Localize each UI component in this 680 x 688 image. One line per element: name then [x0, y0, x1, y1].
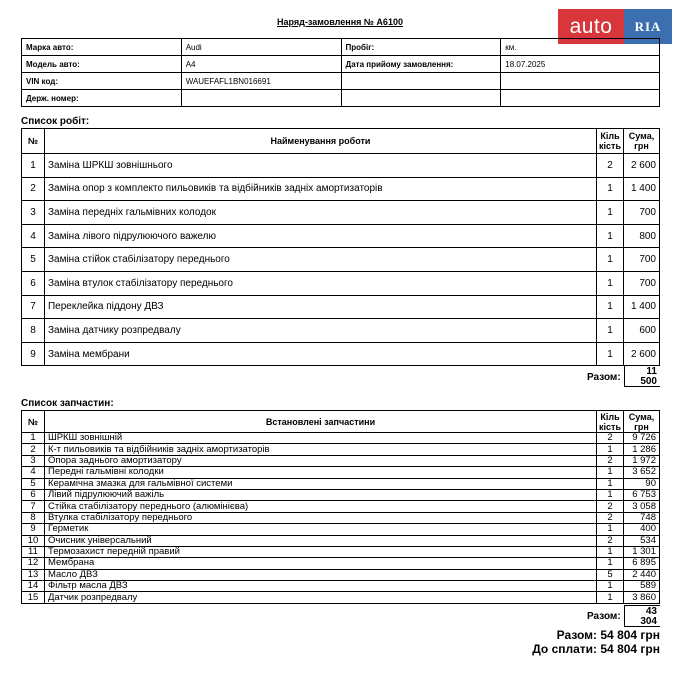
info-label-2	[341, 90, 501, 107]
part-name: Втулка стабілізатору переднього	[44, 512, 596, 523]
work-row	[22, 248, 660, 272]
part-row	[22, 501, 660, 512]
logo-ria-part: RIA	[624, 9, 672, 44]
part-number: 15	[22, 592, 45, 603]
parts-total-label: Разом:	[587, 611, 621, 622]
grand-total: Разом: 54 804 грн	[556, 628, 660, 642]
part-number: 5	[22, 478, 45, 489]
parts-heading: Список запчастин:	[21, 398, 114, 409]
info-value-2: 18.07.2025	[501, 56, 660, 73]
part-qty: 2	[597, 433, 624, 444]
part-name: Лівий підрулюючий важіль	[44, 489, 596, 500]
part-sum: 748	[624, 512, 660, 523]
work-row	[22, 271, 660, 295]
info-label-2: Дата прийому замовлення:	[341, 56, 501, 73]
work-qty: 1	[597, 224, 624, 248]
work-sum: 700	[624, 271, 660, 295]
part-sum: 9 726	[624, 433, 660, 444]
part-name: Фільтр масла ДВЗ	[44, 581, 596, 592]
work-qty: 2	[597, 154, 624, 178]
part-name: ШРКШ зовнішній	[44, 433, 596, 444]
work-sum: 600	[624, 319, 660, 343]
part-sum: 3 058	[624, 501, 660, 512]
part-name: Мембрана	[44, 558, 596, 569]
part-row	[22, 569, 660, 580]
work-qty: 1	[597, 342, 624, 366]
part-row	[22, 581, 660, 592]
part-row	[22, 512, 660, 523]
info-row	[22, 39, 660, 56]
work-qty: 1	[597, 295, 624, 319]
info-row	[22, 73, 660, 90]
part-name: Масло ДВЗ	[44, 569, 596, 580]
works-total-label: Разом:	[587, 372, 621, 383]
part-qty: 2	[597, 512, 624, 523]
work-row	[22, 154, 660, 178]
part-name: Керамічна змазка для гальмівної системи	[44, 478, 596, 489]
part-qty: 1	[597, 489, 624, 500]
work-number: 7	[22, 295, 45, 319]
work-sum: 700	[624, 248, 660, 272]
work-row	[22, 295, 660, 319]
part-row	[22, 455, 660, 466]
part-qty: 2	[597, 455, 624, 466]
part-qty: 1	[597, 467, 624, 478]
part-qty: 1	[597, 592, 624, 603]
info-value-2	[501, 73, 660, 90]
part-row	[22, 558, 660, 569]
part-qty: 2	[597, 535, 624, 546]
work-number: 1	[22, 154, 45, 178]
work-sum: 1 400	[624, 295, 660, 319]
work-name: Заміна лівого підрулюючого важелю	[44, 224, 596, 248]
part-row	[22, 444, 660, 455]
work-row	[22, 224, 660, 248]
part-row	[22, 546, 660, 557]
parts-total-value	[624, 605, 660, 627]
part-name: Очисник універсальний	[44, 535, 596, 546]
part-sum: 6 895	[624, 558, 660, 569]
part-sum: 1 301	[624, 546, 660, 557]
work-qty: 1	[597, 319, 624, 343]
parts-col-number: №	[22, 411, 45, 433]
info-value-2	[501, 90, 660, 107]
works-header-row	[22, 129, 660, 154]
work-sum: 1 400	[624, 177, 660, 201]
part-qty: 1	[597, 478, 624, 489]
works-total-value	[624, 365, 660, 387]
part-qty: 1	[597, 558, 624, 569]
part-number: 11	[22, 546, 45, 557]
info-label: VIN код:	[22, 73, 182, 90]
info-value: A4	[181, 56, 341, 73]
part-number: 12	[22, 558, 45, 569]
work-number: 9	[22, 342, 45, 366]
work-qty: 1	[597, 248, 624, 272]
part-sum: 400	[624, 524, 660, 535]
parts-col-qty: Кіль кість	[597, 411, 624, 433]
part-number: 6	[22, 489, 45, 500]
info-row	[22, 56, 660, 73]
part-row	[22, 592, 660, 603]
info-value: WAUEFAFL1BN016691	[181, 73, 341, 90]
part-row	[22, 478, 660, 489]
work-qty: 1	[597, 177, 624, 201]
part-name: Стійка стабілізатору переднього (алюмінієва)	[44, 501, 596, 512]
part-qty: 5	[597, 569, 624, 580]
parts-total-line1: 43	[645, 606, 657, 617]
works-col-qty: Кіль кість	[597, 129, 624, 154]
part-sum: 1 286	[624, 444, 660, 455]
part-number: 2	[22, 444, 45, 455]
part-number: 8	[22, 512, 45, 523]
work-row	[22, 319, 660, 343]
part-number: 4	[22, 467, 45, 478]
info-value: Audi	[181, 39, 341, 56]
info-value	[181, 90, 341, 107]
work-row	[22, 342, 660, 366]
part-qty: 2	[597, 501, 624, 512]
works-heading: Список робіт:	[21, 116, 90, 127]
work-name: Заміна опор з комплекто пильовиків та відбійників задніх амортизаторів	[44, 177, 596, 201]
part-name: Передні гальмівні колодки	[44, 467, 596, 478]
work-number: 2	[22, 177, 45, 201]
work-number: 3	[22, 201, 45, 225]
info-label-2: Пробіг:	[341, 39, 501, 56]
work-sum: 800	[624, 224, 660, 248]
part-number: 7	[22, 501, 45, 512]
part-name: Герметик	[44, 524, 596, 535]
work-row	[22, 201, 660, 225]
part-number: 13	[22, 569, 45, 580]
part-row	[22, 524, 660, 535]
works-col-sum: Сума, грн	[624, 129, 660, 154]
part-name: Датчик розпредвалу	[44, 592, 596, 603]
part-sum: 3 652	[624, 467, 660, 478]
part-name: Опора заднього амортизатору	[44, 455, 596, 466]
work-sum: 2 600	[624, 154, 660, 178]
work-name: Заміна стійок стабілізатору переднього	[44, 248, 596, 272]
part-row	[22, 489, 660, 500]
work-qty: 1	[597, 201, 624, 225]
part-sum: 3 860	[624, 592, 660, 603]
part-qty: 1	[597, 524, 624, 535]
works-table	[21, 128, 660, 366]
part-row	[22, 433, 660, 444]
info-label: Держ. номер:	[22, 90, 182, 107]
work-number: 5	[22, 248, 45, 272]
part-number: 14	[22, 581, 45, 592]
part-sum: 534	[624, 535, 660, 546]
part-row	[22, 535, 660, 546]
work-name: Переклейка піддону ДВЗ	[44, 295, 596, 319]
part-qty: 1	[597, 444, 624, 455]
work-qty: 1	[597, 271, 624, 295]
info-value-2: км.	[501, 39, 660, 56]
part-name: К-т пильовиків та відбійників задніх амортизаторів	[44, 444, 596, 455]
work-row	[22, 177, 660, 201]
info-label: Марка авто:	[22, 39, 182, 56]
work-number: 8	[22, 319, 45, 343]
parts-col-name: Встановлені запчастини	[44, 411, 596, 433]
part-row	[22, 467, 660, 478]
works-col-number: №	[22, 129, 45, 154]
part-sum: 1 972	[624, 455, 660, 466]
works-total-line2: 500	[640, 376, 657, 387]
part-number: 9	[22, 524, 45, 535]
part-sum: 589	[624, 581, 660, 592]
part-number: 3	[22, 455, 45, 466]
work-name: Заміна датчику розпредвалу	[44, 319, 596, 343]
part-number: 1	[22, 433, 45, 444]
parts-col-sum: Сума, грн	[624, 411, 660, 433]
parts-table	[21, 410, 660, 604]
vehicle-info-table	[21, 38, 660, 107]
work-name: Заміна мембрани	[44, 342, 596, 366]
document-title: Наряд-замовлення № А6100	[277, 17, 403, 27]
info-label-2	[341, 73, 501, 90]
work-number: 4	[22, 224, 45, 248]
work-number: 6	[22, 271, 45, 295]
part-number: 10	[22, 535, 45, 546]
work-sum: 2 600	[624, 342, 660, 366]
parts-header-row	[22, 411, 660, 433]
part-qty: 1	[597, 581, 624, 592]
info-row	[22, 90, 660, 107]
logo-auto-part: auto	[558, 9, 624, 44]
works-col-name: Найменування роботи	[44, 129, 596, 154]
part-qty: 1	[597, 546, 624, 557]
part-sum: 6 753	[624, 489, 660, 500]
work-name: Заміна передніх гальмівних колодок	[44, 201, 596, 225]
info-label: Модель авто:	[22, 56, 182, 73]
works-total-line1: 11	[646, 366, 657, 377]
work-sum: 700	[624, 201, 660, 225]
work-name: Заміна ШРКШ зовнішнього	[44, 154, 596, 178]
part-sum: 90	[624, 478, 660, 489]
parts-total-line2: 304	[640, 616, 657, 627]
part-name: Термозахист передній правий	[44, 546, 596, 557]
part-sum: 2 440	[624, 569, 660, 580]
work-name: Заміна втулок стабілізатору переднього	[44, 271, 596, 295]
amount-to-pay: До сплати: 54 804 грн	[532, 642, 660, 656]
